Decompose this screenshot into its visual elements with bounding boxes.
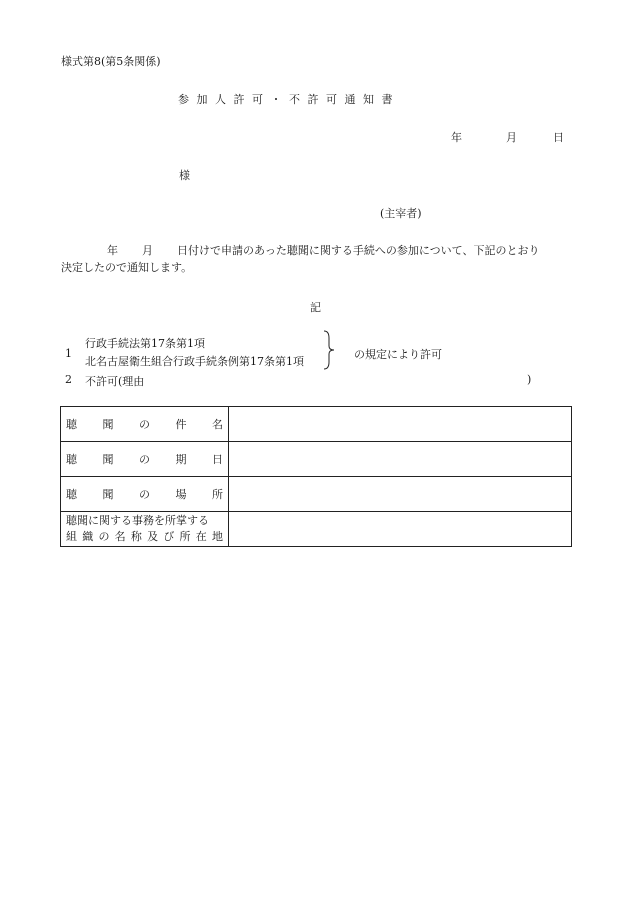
item2-number: 2 — [65, 373, 72, 386]
table-row — [61, 477, 572, 512]
form-number: 様式第8(第5条関係) — [61, 55, 161, 68]
label-char: 期 — [175, 453, 187, 466]
date-month: 月 — [506, 131, 517, 144]
item2-text: 不許可(理由 — [85, 375, 145, 388]
date-line — [451, 129, 564, 145]
organizer-label: (主宰者) — [380, 207, 422, 220]
label-char: 聞 — [102, 418, 114, 431]
office-label-line1: 聴聞に関する事務を所掌する — [66, 514, 209, 528]
label-char: 地 — [211, 530, 223, 543]
table-row — [61, 442, 572, 477]
label-char: の — [139, 488, 150, 501]
label-char: 聞 — [102, 488, 114, 501]
label-char: 聴 — [66, 453, 77, 466]
ki-heading: 記 — [310, 301, 321, 314]
label-char: 聴 — [66, 418, 77, 431]
item1-law1: 行政手続法第17条第1項 — [85, 337, 205, 350]
label-char: 組 — [66, 530, 77, 543]
label-char: 在 — [195, 530, 207, 543]
document-title: 参 加 人 許 可 ・ 不 許 可 通 知 書 — [178, 93, 395, 106]
label-char: 件 — [175, 418, 187, 431]
hearing-place-value[interactable] — [229, 477, 572, 512]
label-char: 及 — [147, 530, 159, 543]
table-row — [61, 407, 572, 442]
date-day: 日 — [553, 131, 564, 144]
label-char: 名 — [212, 418, 223, 431]
item1-result: の規定により許可 — [354, 348, 442, 361]
hearing-info-table — [60, 406, 572, 547]
hearing-subject-label — [61, 407, 229, 442]
item1-number: 1 — [65, 347, 72, 360]
item1-law2: 北名古屋衛生組合行政手続条例第17条第1項 — [85, 355, 304, 368]
hearing-date-label — [61, 442, 229, 477]
label-char: 所 — [212, 488, 223, 501]
office-label — [61, 512, 229, 547]
date-year: 年 — [451, 131, 462, 144]
body-text — [61, 242, 573, 276]
label-char: 日 — [212, 453, 223, 466]
label-char: 聞 — [102, 453, 114, 466]
label-char: の — [139, 453, 150, 466]
hearing-place-label — [61, 477, 229, 512]
table-row — [61, 512, 572, 547]
label-char: 場 — [175, 488, 187, 501]
body-month: 月 — [142, 244, 153, 257]
hearing-date-value[interactable] — [229, 442, 572, 477]
office-value[interactable] — [229, 512, 572, 547]
label-char: 名 — [114, 530, 126, 543]
label-char: の — [98, 530, 110, 543]
addressee-suffix: 様 — [179, 169, 190, 182]
label-char: 織 — [82, 530, 94, 543]
item2-close-paren: ) — [527, 373, 532, 386]
label-char: び — [163, 530, 175, 543]
body-year: 年 — [107, 244, 118, 257]
right-brace-icon — [323, 330, 335, 370]
body-line1: 日付けで申請のあった聴聞に関する手続への参加について、下記のとおり — [177, 244, 540, 257]
body-line2: 決定したので通知します。 — [61, 261, 193, 275]
label-char: の — [139, 418, 150, 431]
hearing-subject-value[interactable] — [229, 407, 572, 442]
label-char: 所 — [179, 530, 191, 543]
label-char: 称 — [130, 530, 142, 543]
label-char: 聴 — [66, 488, 77, 501]
